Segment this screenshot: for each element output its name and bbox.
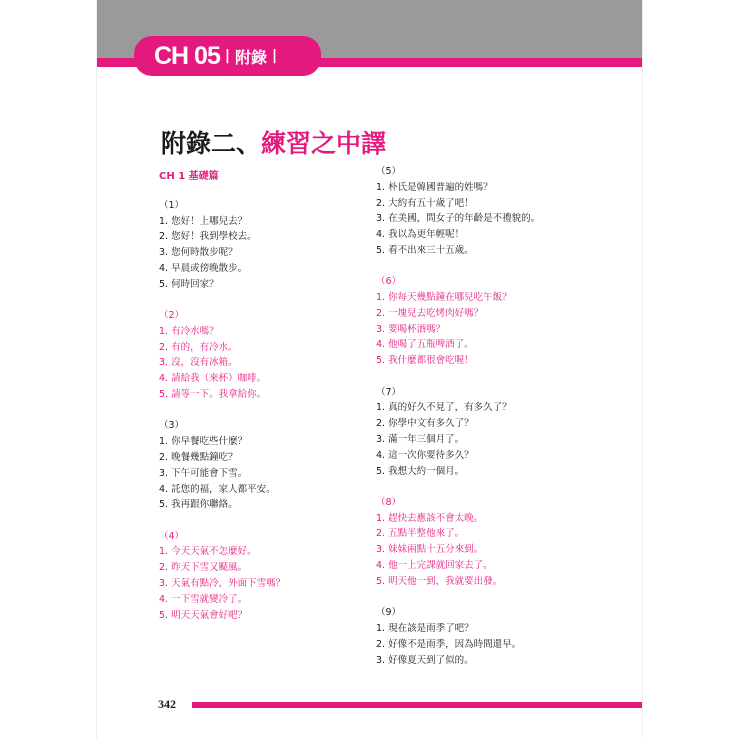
exercise-line: 4. 我以為更年輕呢！ — [376, 229, 465, 241]
exercise-line: 2. 一塊兒去吃烤肉好嗎？ — [376, 307, 484, 319]
exercise-line: 2. 你學中文有多久了？ — [376, 418, 474, 430]
exercise-line: 3. 您何時散步呢？ — [159, 247, 238, 259]
section-heading: CH 1 基礎篇 — [159, 171, 219, 182]
exercise-line: 1. 趕快去應該不會太晚。 — [376, 512, 484, 524]
exercise-line: 5. 何時回家？ — [159, 278, 219, 290]
exercise-line: 4. 他喝了五瓶啤酒了。 — [376, 339, 474, 351]
exercise-line: 5. 請等一下。我拿給你。 — [159, 389, 267, 401]
exercise-line: 3. 天氣有點冷，外面下雪嗎？ — [159, 578, 286, 590]
page-title — [161, 124, 386, 160]
exercise-group — [376, 495, 606, 590]
exercise-line: 3. 要喝杯酒嗎？ — [376, 323, 446, 335]
book-page — [97, 0, 642, 739]
exercise-line: 3. 下午可能會下雪。 — [159, 467, 248, 479]
exercise-line: 3. 沒，沒有冰箱。 — [159, 357, 238, 369]
chapter-label: CH 05 — [154, 41, 220, 70]
exercise-line: 1. 今天天氣不怎麼好。 — [159, 546, 257, 558]
section-label: 附錄 — [235, 47, 268, 67]
chapter-tab — [134, 36, 321, 76]
exercise-group — [376, 274, 606, 369]
exercise-line: 5. 我再跟你聯絡。 — [159, 499, 238, 511]
page-number: 342 — [158, 697, 176, 711]
right-column — [376, 164, 606, 684]
exercise-line: 5. 明天天氣會好吧？ — [159, 609, 248, 621]
title-part-1: 附錄二、 — [161, 129, 262, 158]
exercise-line: 1. 你早餐吃些什麼？ — [159, 436, 248, 448]
exercise-label: （5） — [376, 166, 402, 177]
exercise-group — [376, 164, 606, 259]
exercise-line: 5. 我想大約一個月。 — [376, 465, 465, 477]
exercise-group — [159, 308, 359, 403]
exercise-label: （2） — [159, 310, 185, 322]
exercise-label: （3） — [159, 420, 185, 432]
title-part-2: 練習之中譯 — [261, 129, 387, 158]
exercise-line: 2. 晚餐幾點鐘吃？ — [159, 451, 238, 463]
exercise-line: 2. 好像不是雨季，因為時間還早。 — [376, 638, 522, 650]
exercise-line: 2. 有的，有冷水。 — [159, 341, 238, 353]
exercise-line: 2. 昨天下雪又颳風。 — [159, 562, 248, 574]
exercise-group — [159, 418, 359, 513]
exercise-label: （4） — [159, 530, 185, 542]
exercise-line: 4. 請給我（來杯）咖啡。 — [159, 373, 267, 385]
exercise-label: （8） — [376, 496, 402, 508]
exercise-line: 1. 朴氏是韓國普遍的姓嗎？ — [376, 181, 493, 193]
exercise-line: 4. 早晨或傍晚散步。 — [159, 262, 248, 274]
exercise-label: （9） — [376, 607, 402, 619]
footer-rule — [192, 702, 642, 708]
exercise-line: 5. 看不出來三十五歲。 — [376, 244, 474, 256]
exercise-group — [159, 198, 359, 293]
exercise-line: 2. 您好！我到學校去。 — [159, 231, 257, 243]
exercise-line: 1. 真的好久不見了，有多久了？ — [376, 402, 512, 414]
exercise-line: 3. 在美國，問女子的年齡是不禮貌的。 — [376, 213, 541, 225]
separator-bar: | — [272, 48, 278, 64]
exercise-line: 4. 他一上完課就回家去了。 — [376, 560, 493, 572]
exercise-line: 4. 託您的福，家人都平安。 — [159, 483, 276, 495]
exercise-line: 5. 明天他一到，我就要出發。 — [376, 575, 503, 587]
separator-bar: | — [224, 48, 230, 64]
exercise-label: （6） — [376, 276, 402, 288]
exercise-line: 1. 你每天幾點鐘在哪兒吃午飯？ — [376, 292, 512, 304]
exercise-line: 1. 您好！上哪兒去？ — [159, 215, 248, 227]
exercise-line: 5. 我什麼都很會吃喔！ — [376, 355, 474, 367]
left-column — [159, 164, 359, 639]
exercise-label: （1） — [159, 199, 185, 211]
exercise-label: （7） — [376, 386, 402, 398]
exercise-line: 4. 一下雪就變冷了。 — [159, 593, 248, 605]
exercise-line: 3. 滿一年三個月了。 — [376, 433, 465, 445]
exercise-group — [376, 385, 606, 480]
exercise-line: 4. 這一次你要待多久？ — [376, 449, 474, 461]
exercise-line: 1. 現在該是雨季了吧？ — [376, 622, 474, 634]
exercise-line: 2. 大約有五十歲了吧！ — [376, 197, 474, 209]
exercise-line: 3. 好像夏天到了似的。 — [376, 654, 474, 666]
exercise-line: 1. 有冷水嗎？ — [159, 325, 219, 337]
exercise-line: 2. 五點半整他來了。 — [376, 528, 465, 540]
exercise-group — [159, 529, 359, 624]
exercise-group — [376, 605, 606, 668]
exercise-line: 3. 妹妹兩點十五分來到。 — [376, 544, 484, 556]
